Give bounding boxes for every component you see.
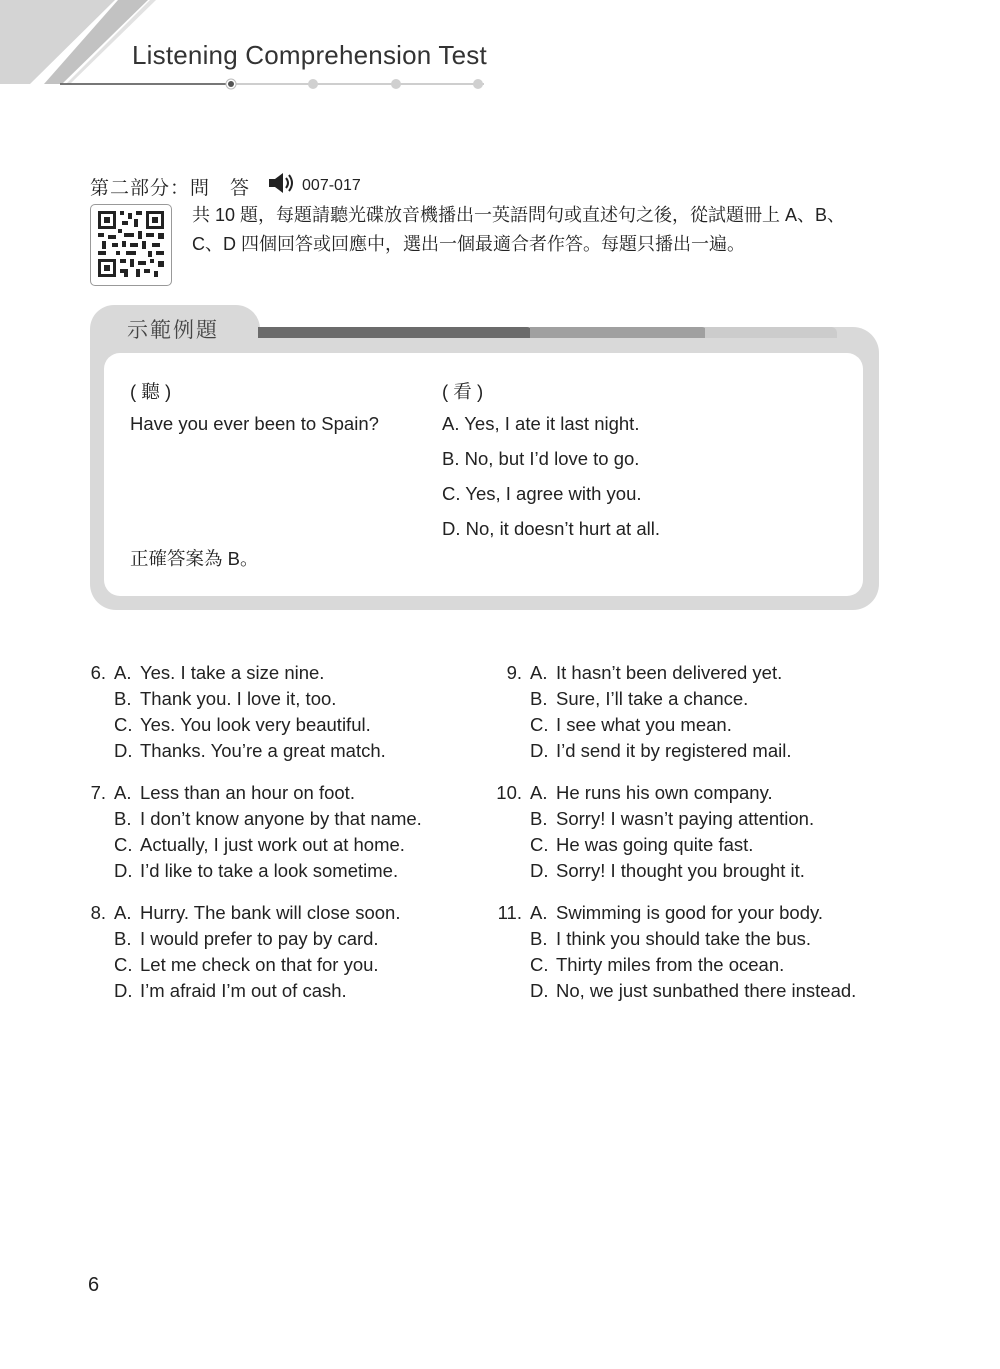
question-number: 11. [497, 902, 522, 923]
instructions [192, 201, 892, 259]
option-letter: D. [530, 740, 549, 761]
option-text: I’d send it by registered mail. [556, 740, 792, 761]
example-option: B. No, but I’d love to go. [442, 448, 640, 469]
option-text: I would prefer to pay by card. [140, 928, 379, 949]
option-text: I see what you mean. [556, 714, 732, 735]
question-number: 7. [90, 782, 106, 803]
option-text: He was going quite fast. [556, 834, 754, 855]
option-letter: A. [530, 782, 548, 803]
option-text: Hurry. The bank will close soon. [140, 902, 401, 923]
option-letter: D. [530, 980, 549, 1001]
option-letter: A. [530, 902, 548, 923]
option-text: Thirty miles from the ocean. [556, 954, 785, 975]
option-letter: C. [530, 954, 549, 975]
option-letter: B. [530, 688, 548, 709]
option-letter: C. [530, 714, 549, 735]
track-number: 007-017 [302, 177, 361, 194]
question-number: 6. [90, 662, 106, 683]
option-text: I think you should take the bus. [556, 928, 812, 949]
option-letter: C. [114, 954, 133, 975]
option-text: Yes. You look very beautiful. [140, 714, 371, 735]
instructions-line-2: C、D 四個回答或回應中，選出一個最適合者作答。每題只播出一遍。 [192, 234, 745, 254]
option-letter: D. [114, 740, 133, 761]
option-text: Sorry! I thought you brought it. [556, 860, 805, 881]
question-7 [76, 780, 422, 884]
example-option: A. Yes, I ate it last night. [442, 413, 640, 434]
option-text: It hasn’t been delivered yet. [556, 662, 783, 683]
example-tab-label: 示範例題 [127, 319, 219, 342]
example-option: C. Yes, I agree with you. [442, 483, 642, 504]
speaker-icon[interactable] [268, 172, 296, 200]
example-question: Have you ever been to Spain? [130, 413, 379, 434]
question-11 [492, 900, 856, 1004]
example-option: D. No, it doesn’t hurt at all. [442, 518, 660, 539]
option-letter: D. [530, 860, 549, 881]
header-title: Listening Comprehension Test [132, 40, 487, 70]
option-letter: B. [114, 688, 132, 709]
option-letter: A. [114, 782, 132, 803]
option-letter: A. [114, 662, 132, 683]
option-letter: C. [114, 834, 133, 855]
option-letter: B. [530, 808, 548, 829]
example-bar-light [705, 327, 837, 338]
option-text: Yes. I take a size nine. [140, 662, 325, 683]
example-bar-dark [258, 327, 533, 338]
option-text: Less than an hour on foot. [140, 782, 355, 803]
question-10 [492, 780, 814, 884]
option-text: He runs his own company. [556, 782, 773, 803]
section-heading [90, 172, 361, 200]
option-text: Sorry! I wasn’t paying attention. [556, 808, 815, 829]
option-letter: B. [530, 928, 548, 949]
qr-code-icon[interactable] [90, 204, 172, 286]
option-letter: B. [114, 928, 132, 949]
option-letter: D. [114, 860, 133, 881]
listen-header: ( 聽 ) [130, 381, 172, 402]
instructions-line-1: 共 10 題，每題請聽光碟放音機播出一英語問句或直述句之後，從試題冊上 A、B、 [192, 205, 846, 225]
option-text: Thank you. I love it, too. [140, 688, 337, 709]
question-number: 10. [496, 782, 522, 803]
question-9 [492, 660, 791, 764]
option-text: Actually, I just work out at home. [140, 834, 405, 855]
question-8 [76, 900, 400, 1004]
option-letter: A. [114, 902, 132, 923]
option-text: Thanks. You’re a great match. [140, 740, 386, 761]
question-number: 8. [90, 902, 106, 923]
option-text: Swimming is good for your body. [556, 902, 823, 923]
option-text: I’m afraid I’m out of cash. [140, 980, 347, 1001]
option-letter: A. [530, 662, 548, 683]
header-rule [60, 76, 490, 92]
option-text: Sure, I’ll take a chance. [556, 688, 749, 709]
option-letter: B. [114, 808, 132, 829]
question-number: 9. [506, 662, 522, 683]
option-text: No, we just sunbathed there instead. [556, 980, 857, 1001]
section-label: 第二部分：問 答 [90, 177, 251, 199]
option-letter: D. [114, 980, 133, 1001]
page-number: 6 [88, 1274, 100, 1296]
option-letter: C. [530, 834, 549, 855]
look-header: ( 看 ) [442, 381, 484, 402]
option-text: Let me check on that for you. [140, 954, 379, 975]
option-text: I don’t know anyone by that name. [140, 808, 422, 829]
option-text: I’d like to take a look sometime. [140, 860, 399, 881]
question-6 [76, 660, 386, 764]
example-bar-mid [530, 327, 708, 338]
option-letter: C. [114, 714, 133, 735]
example-answer: 正確答案為 B。 [130, 548, 259, 569]
